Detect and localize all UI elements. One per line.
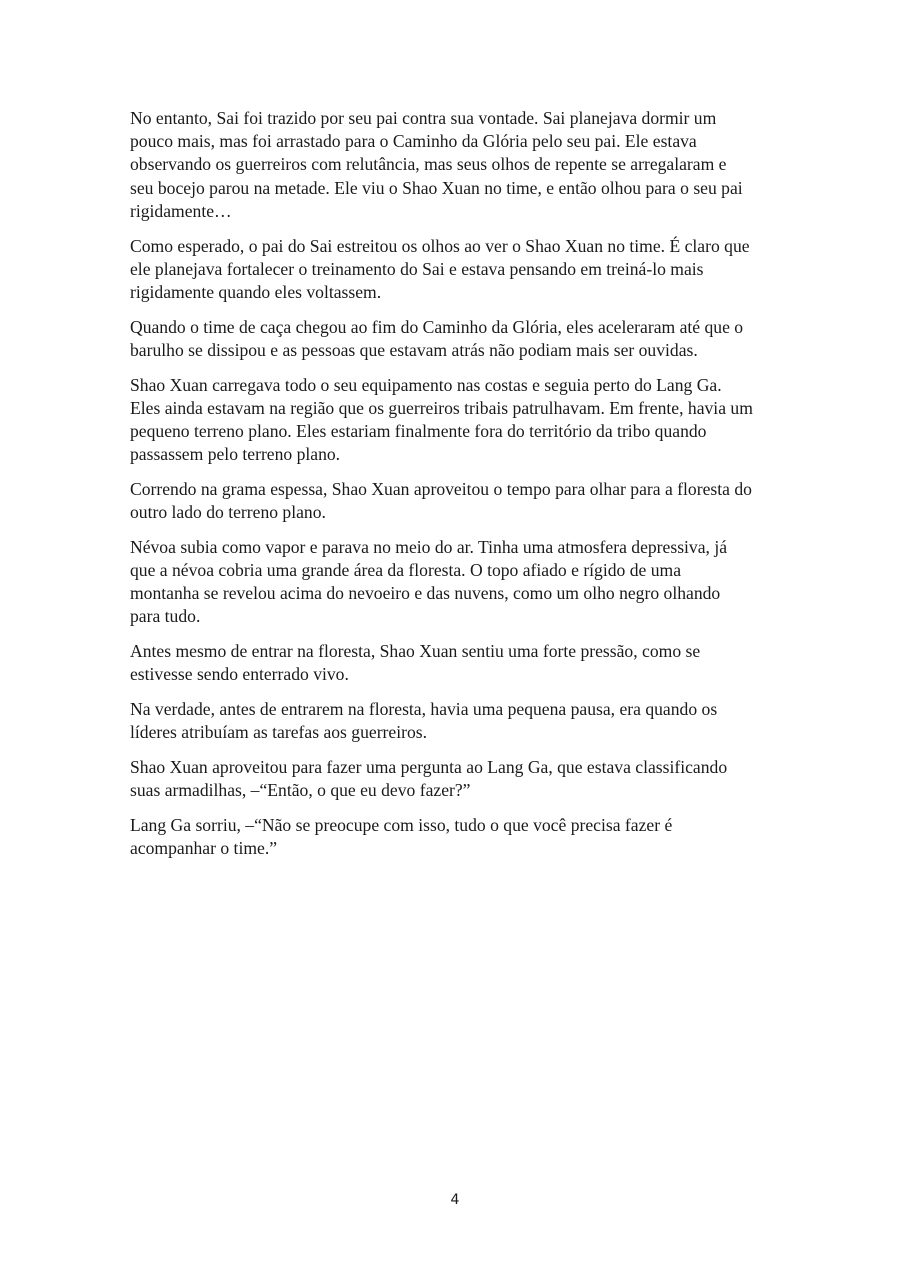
page-number: 4 [450,1192,460,1208]
paragraph: Antes mesmo de entrar na floresta, Shao Xuan sentiu uma forte pressão, como se estivesse sendo enterrado vivo. [130,641,701,685]
paragraph: Como esperado, o pai do Sai estreitou os olhos ao ver o Shao Xuan no time. É claro que ele planejava fortalecer o treinamento do Sai e estava pensando em treiná-lo mais rigidamente quando eles voltassem. [130,235,750,302]
paragraph: Correndo na grama espessa, Shao Xuan aproveitou o tempo para olhar para a floresta do outro lado do terreno plano. [130,478,752,523]
paragraph: No entanto, Sai foi trazido por seu pai contra sua vontade. Sai planejava dormir um pouco mais, mas foi arrastado para o Caminho da Glória pelo seu pai. Ele estava observando os guerreiros com relutância, mas seus olhos de repente se arregalaram e seu bocejo parou na metade. Ele viu o Shao Xuan no time, e então olhou para o seu pai rigidamente… [130,108,743,221]
paragraph: Na verdade, antes de entrarem na floresta, havia uma pequena pausa, era quando os líderes atribuíam as tarefas aos guerreiros. [130,698,718,743]
paragraph: Shao Xuan carregava todo o seu equipamento nas costas e seguia perto do Lang Ga. Eles ainda estavam na região que os guerreiros tribais patrulhavam. Em frente, havia um pequeno terreno plano. Eles estariam finalmente fora do território da tribo quando passassem pelo terreno plano. [130,374,753,465]
paragraph: Névoa subia como vapor e parava no meio do ar. Tinha uma atmosfera depressiva, já que a névoa cobria uma grande área da floresta. O topo afiado e rígido de uma montanha se revelou acima do nevoeiro e das nuvens, como um olho negro olhando para tudo. [130,536,728,627]
paragraph: Lang Ga sorriu, –“Não se preocupe com isso, tudo o que você precisa fazer é acompanhar o time.” [130,814,673,858]
document-body [130,107,785,872]
paragraph: Shao Xuan aproveitou para fazer uma pergunta ao Lang Ga, que estava classificando suas armadilhas, –“Então, o que eu devo fazer?” [130,756,728,801]
paragraph: Quando o time de caça chegou ao fim do Caminho da Glória, eles aceleraram até que o barulho se dissipou e as pessoas que estavam atrás não podiam mais ser ouvidas. [130,316,744,360]
